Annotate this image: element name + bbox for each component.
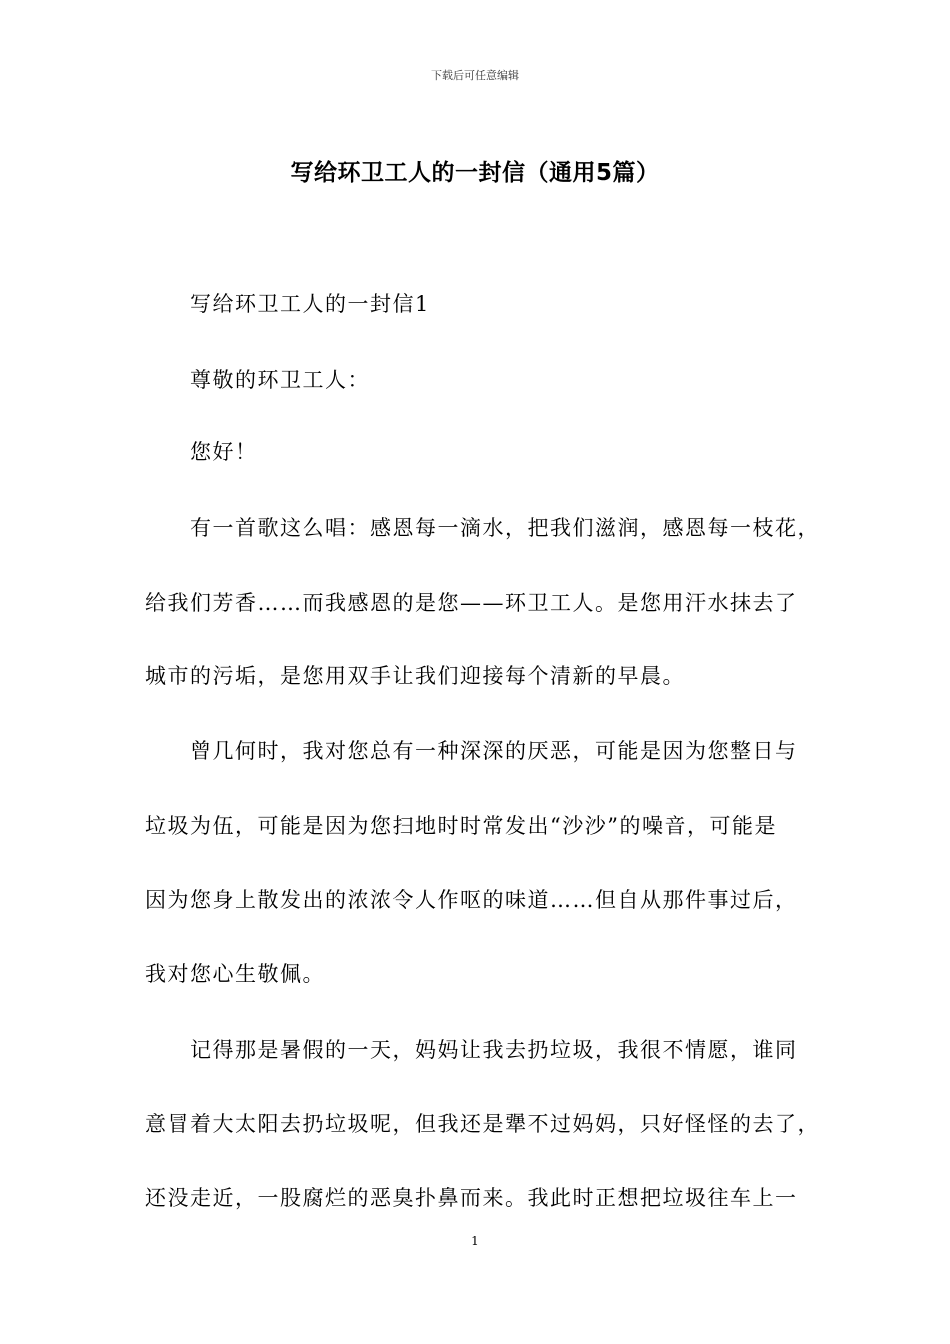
paragraph-line: 意冒着大太阳去扔垃圾呢，但我还是犟不过妈妈，只好怪怪的去了， [145, 1112, 820, 1136]
paragraph-line: 曾几何时，我对您总有一种深深的厌恶，可能是因为您整日与 [190, 739, 798, 763]
page-number: 1 [471, 1234, 479, 1248]
paragraph-line: 城市的污垢，是您用双手让我们迎接每个清新的早晨。 [145, 664, 685, 688]
paragraph-line: 有一首歌这么唱：感恩每一滴水，把我们滋润，感恩每一枝花， [190, 516, 820, 540]
paragraph-line: 我对您心生敬佩。 [145, 962, 325, 986]
greeting: 您好！ [190, 440, 258, 464]
paragraph-line: 记得那是暑假的一天，妈妈让我去扔垃圾，我很不情愿，谁同 [190, 1038, 798, 1062]
paragraph-line: 给我们芳香……而我感恩的是您——环卫工人。是您用汗水抹去了 [145, 591, 798, 615]
paragraph-line: 还没走近，一股腐烂的恶臭扑鼻而来。我此时正想把垃圾往车上一 [145, 1186, 798, 1210]
salutation: 尊敬的环卫工人： [190, 368, 370, 392]
paragraph-line: 因为您身上散发出的浓浓令人作呕的味道……但自从那件事过后， [145, 888, 798, 912]
paragraph-line: 垃圾为伍，可能是因为您扫地时时常发出“沙沙”的噪音，可能是 [145, 814, 777, 838]
section-heading: 写给环卫工人的一封信1 [190, 292, 430, 316]
document-title: 写给环卫工人的一封信（通用5篇） [290, 160, 660, 186]
header-note: 下载后可任意编辑 [431, 69, 519, 82]
